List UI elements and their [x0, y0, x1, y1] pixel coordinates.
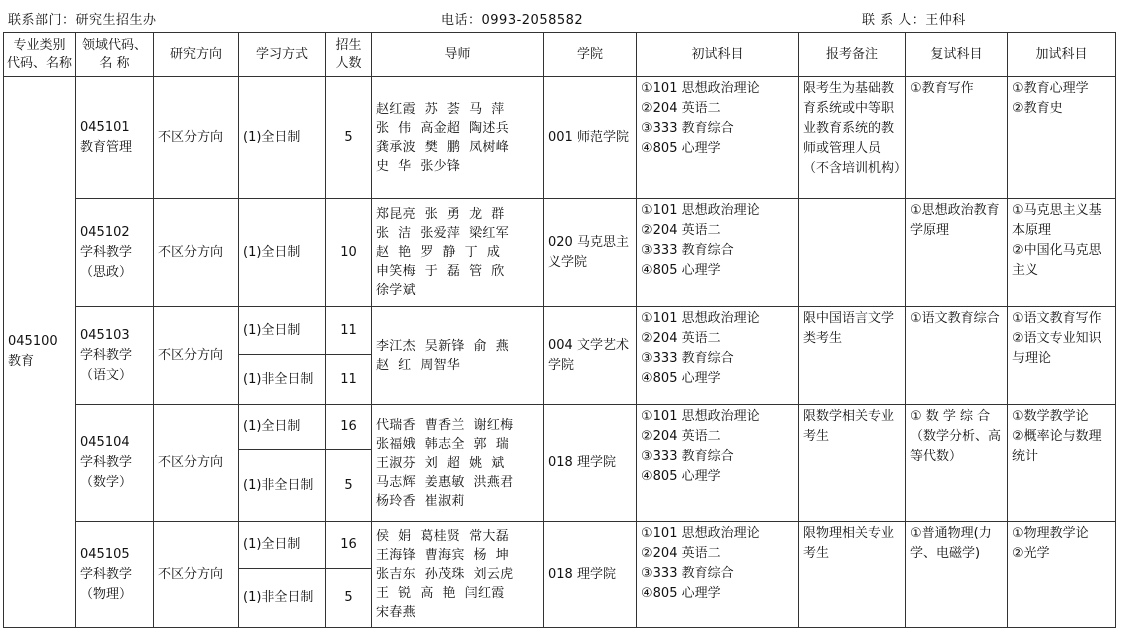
col-field: 领域代码、 名 称 — [76, 33, 154, 77]
note-cell — [799, 199, 906, 307]
tutors-cell: 代瑞香 曹香兰 谢红梅 张福娥 韩志全 郭 瑞 王淑芬 刘 超 姚 斌 马志辉 姜惠敏 洪燕君 杨玲香 崔淑莉 — [372, 405, 544, 522]
extra-cell: ①语文教育写作 ②语文专业知识与理论 — [1008, 307, 1116, 405]
col-direction: 研究方向 — [154, 33, 239, 77]
exam-cell: ①101 思想政治理论 ②204 英语二 ③333 教育综合 ④805 心理学 — [637, 522, 799, 628]
extra-cell: ①教育心理学 ②教育史 — [1008, 77, 1116, 199]
table-row — [4, 77, 1116, 199]
mode-cell: (1)全日制 — [239, 307, 326, 355]
count-cell: 16 — [326, 522, 372, 569]
college-cell: 004 文学艺术学院 — [544, 307, 637, 405]
extra-cell: ①物理教学论 ②光学 — [1008, 522, 1116, 628]
direction-cell: 不区分方向 — [154, 199, 239, 307]
table-row — [4, 199, 1116, 307]
field-cell: 045102 学科教学 （思政） — [76, 199, 154, 307]
col-exam: 初试科目 — [637, 33, 799, 77]
direction-cell: 不区分方向 — [154, 522, 239, 628]
mode-cell: (1)全日制 — [239, 522, 326, 569]
retest-cell: ①普通物理(力学、电磁学) — [906, 522, 1008, 628]
field-cell: 045105 学科教学 （物理） — [76, 522, 154, 628]
note-cell: 限数学相关专业考生 — [799, 405, 906, 522]
contact-bar — [0, 0, 1121, 32]
count-cell: 11 — [326, 307, 372, 355]
exam-cell: ①101 思想政治理论 ②204 英语二 ③333 教育综合 ④805 心理学 — [637, 405, 799, 522]
table-header-row — [4, 33, 1116, 77]
admissions-table — [3, 32, 1116, 628]
mode-cell: (1)非全日制 — [239, 355, 326, 405]
mode-cell: (1)全日制 — [239, 199, 326, 307]
direction-cell: 不区分方向 — [154, 307, 239, 405]
count-cell: 10 — [326, 199, 372, 307]
col-count: 招生 人数 — [326, 33, 372, 77]
extra-cell: ①数学教学论 ②概率论与数理统计 — [1008, 405, 1116, 522]
contact-department: 联系部门：研究生招生办 — [8, 13, 157, 28]
col-tutors: 导师 — [372, 33, 544, 77]
tutors-cell: 郑昆亮 张 勇 龙 群 张 洁 张爱萍 梁红军 赵 艳 罗 静 丁 成 申笑梅 于 磊 管 欣 徐学斌 — [372, 199, 544, 307]
tutors-cell: 李江杰 吴新锋 俞 燕 赵 红 周智华 — [372, 307, 544, 405]
mode-cell: (1)全日制 — [239, 405, 326, 450]
college-cell: 018 理学院 — [544, 522, 637, 628]
tutors-cell: 侯 娟 葛桂贤 常大磊 王海锋 曹海宾 杨 坤 张吉东 孙茂珠 刘云虎 王 锐 高 艳 闫红霞 宋春燕 — [372, 522, 544, 628]
field-cell: 045101 教育管理 — [76, 77, 154, 199]
college-cell: 001 师范学院 — [544, 77, 637, 199]
field-cell: 045104 学科教学 （数学） — [76, 405, 154, 522]
col-extra: 加试科目 — [1008, 33, 1116, 77]
college-cell: 018 理学院 — [544, 405, 637, 522]
note-cell: 限中国语言文学类考生 — [799, 307, 906, 405]
mode-cell: (1)全日制 — [239, 77, 326, 199]
note-cell: 限考生为基础教育系统或中等职业教育系统的教师或管理人员（不含培训机构） — [799, 77, 906, 199]
mode-cell: (1)非全日制 — [239, 450, 326, 522]
table-row — [4, 522, 1116, 569]
col-category: 专业类别 代码、名称 — [4, 33, 76, 77]
count-cell: 5 — [326, 569, 372, 628]
retest-cell: ①语文教育综合 — [906, 307, 1008, 405]
mode-cell: (1)非全日制 — [239, 569, 326, 628]
col-college: 学院 — [544, 33, 637, 77]
tutors-cell: 赵红霞 苏 荟 马 萍 张 伟 高金超 陶述兵 龚承波 樊 鹏 凤树峰 史 华 张少锋 — [372, 77, 544, 199]
count-cell: 5 — [326, 450, 372, 522]
exam-cell: ①101 思想政治理论 ②204 英语二 ③333 教育综合 ④805 心理学 — [637, 199, 799, 307]
note-cell: 限物理相关专业考生 — [799, 522, 906, 628]
extra-cell: ①马克思主义基本原理 ②中国化马克思主义 — [1008, 199, 1116, 307]
count-cell: 16 — [326, 405, 372, 450]
exam-cell: ①101 思想政治理论 ②204 英语二 ③333 教育综合 ④805 心理学 — [637, 307, 799, 405]
retest-cell: ①教育写作 — [906, 77, 1008, 199]
col-retest: 复试科目 — [906, 33, 1008, 77]
col-mode: 学习方式 — [239, 33, 326, 77]
col-note: 报考备注 — [799, 33, 906, 77]
direction-cell: 不区分方向 — [154, 405, 239, 522]
field-cell: 045103 学科教学 （语文） — [76, 307, 154, 405]
direction-cell: 不区分方向 — [154, 77, 239, 199]
exam-cell: ①101 思想政治理论 ②204 英语二 ③333 教育综合 ④805 心理学 — [637, 77, 799, 199]
contact-phone: 电话：0993-2058582 — [441, 13, 584, 28]
table-row — [4, 307, 1116, 355]
retest-cell: ①思想政治教育学原理 — [906, 199, 1008, 307]
retest-cell: ① 数 学 综 合（数学分析、高等代数） — [906, 405, 1008, 522]
count-cell: 11 — [326, 355, 372, 405]
table-row — [4, 405, 1116, 450]
category-cell: 045100 教育 — [4, 77, 76, 628]
college-cell: 020 马克思主义学院 — [544, 199, 637, 307]
count-cell: 5 — [326, 77, 372, 199]
contact-person: 联 系 人：王仲科 — [862, 13, 966, 28]
